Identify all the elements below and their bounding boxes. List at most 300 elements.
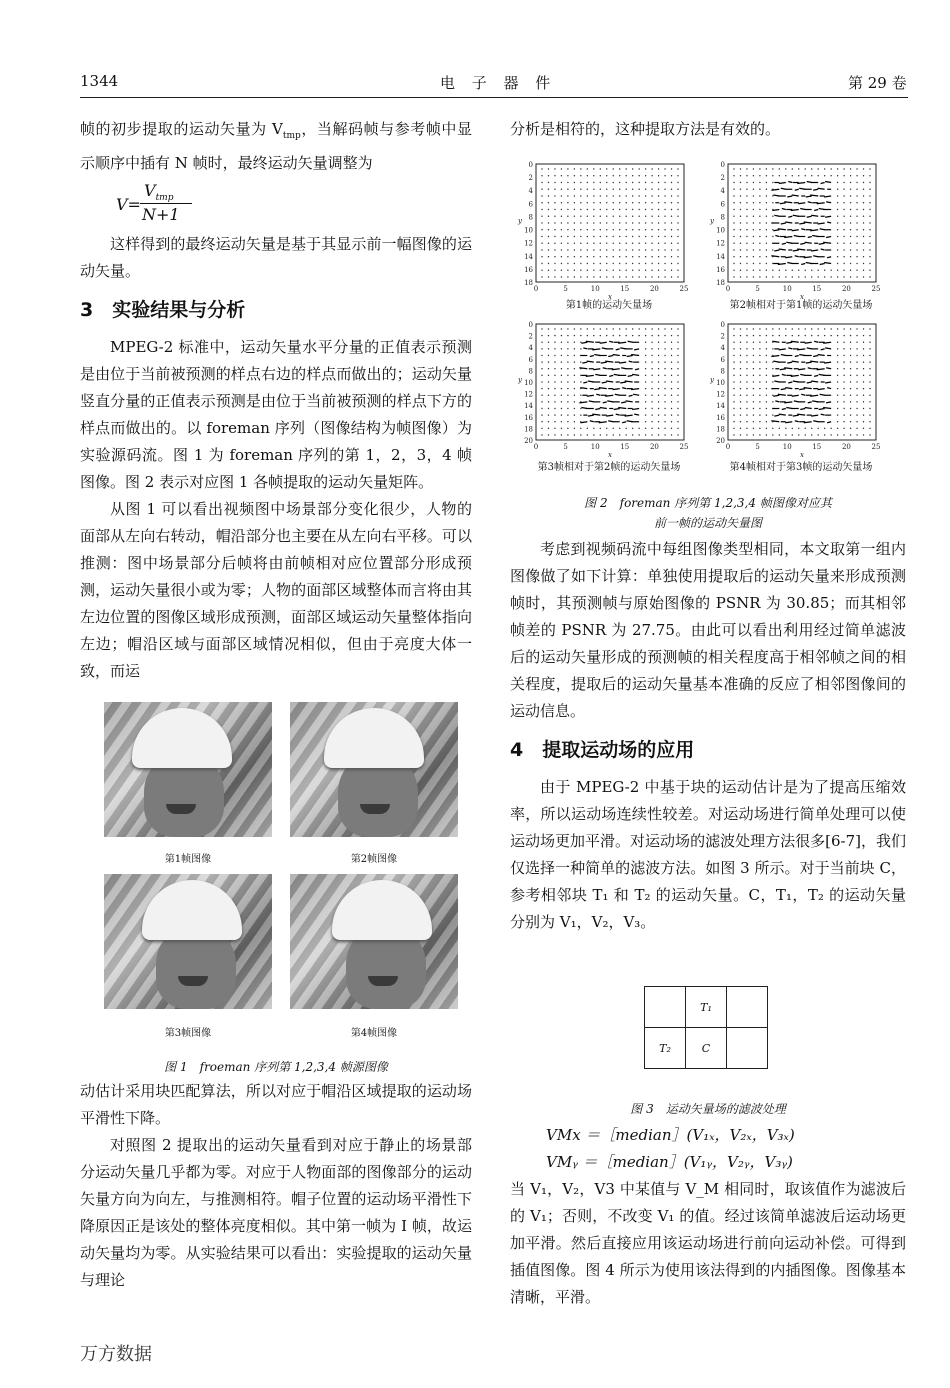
motion-vector-dot xyxy=(664,182,665,183)
motion-vector-arrow xyxy=(627,356,633,357)
motion-vector-dot xyxy=(606,216,607,217)
motion-vector-dot xyxy=(779,335,780,336)
motion-vector-dot xyxy=(850,256,851,257)
motion-vector-dot xyxy=(554,414,555,415)
motion-vector-dot xyxy=(664,395,665,396)
motion-vector-dot xyxy=(733,270,734,271)
motion-vector-dot xyxy=(785,328,786,329)
motion-vector-dot xyxy=(856,216,857,217)
motion-vector-dot xyxy=(766,168,767,169)
motion-vector-arrow xyxy=(782,409,786,410)
motion-vector-dot xyxy=(677,195,678,196)
motion-vector-dot xyxy=(606,335,607,336)
motion-vector-dot xyxy=(671,388,672,389)
fig3-caption: 图 3 运动矢量场的滤波处理 xyxy=(630,1102,786,1116)
motion-vector-dot xyxy=(766,348,767,349)
motion-vector-dot xyxy=(785,434,786,435)
motion-vector-dot xyxy=(850,168,851,169)
motion-vector-dot xyxy=(658,361,659,362)
motion-vector-dot xyxy=(664,175,665,176)
motion-vector-dot xyxy=(837,401,838,402)
motion-vector-dot xyxy=(567,263,568,264)
motion-vector-dot xyxy=(766,189,767,190)
motion-vector-arrow xyxy=(792,361,799,362)
motion-vector-dot xyxy=(850,209,851,210)
motion-vector-dot xyxy=(805,276,806,277)
watermark: 万方数据 xyxy=(80,1344,152,1365)
motion-vector-dot xyxy=(580,428,581,429)
motion-vector-dot xyxy=(645,361,646,362)
motion-vector-dot xyxy=(856,249,857,250)
y-tick-label: 10 xyxy=(716,379,725,387)
motion-vector-dot xyxy=(830,428,831,429)
motion-vector-dot xyxy=(753,229,754,230)
motion-vector-arrow xyxy=(635,369,639,370)
motion-vector-dot xyxy=(746,434,747,435)
motion-vector-dot xyxy=(574,175,575,176)
motion-vector-dot xyxy=(606,270,607,271)
motion-vector-dot xyxy=(798,175,799,176)
motion-vector-dot xyxy=(587,434,588,435)
motion-vector-dot xyxy=(733,421,734,422)
motion-vector-dot xyxy=(766,216,767,217)
motion-vector-dot xyxy=(645,335,646,336)
motion-vector-dot xyxy=(753,263,754,264)
motion-vector-dot xyxy=(554,249,555,250)
motion-vector-arrow xyxy=(819,409,825,410)
motion-vector-dot xyxy=(785,276,786,277)
motion-vector-arrow xyxy=(588,415,594,416)
motion-vector-dot xyxy=(541,202,542,203)
motion-vector-dot xyxy=(651,270,652,271)
motion-vector-dot xyxy=(677,401,678,402)
motion-vector-arrow xyxy=(821,249,825,250)
motion-vector-arrow xyxy=(792,195,799,196)
motion-vector-dot xyxy=(824,428,825,429)
motion-vector-dot xyxy=(759,388,760,389)
motion-vector-dot xyxy=(671,256,672,257)
motion-vector-dot xyxy=(632,222,633,223)
motion-vector-dot xyxy=(625,428,626,429)
motion-vector-dot xyxy=(580,276,581,277)
motion-vector-dot xyxy=(561,395,562,396)
motion-vector-dot xyxy=(740,249,741,250)
motion-vector-dot xyxy=(632,209,633,210)
motion-vector-dot xyxy=(772,328,773,329)
motion-vector-dot xyxy=(740,202,741,203)
motion-vector-dot xyxy=(561,342,562,343)
motion-vector-dot xyxy=(837,195,838,196)
motion-vector-dot xyxy=(587,249,588,250)
motion-vector-dot xyxy=(574,414,575,415)
motion-vector-dot xyxy=(567,256,568,257)
motion-vector-dot xyxy=(856,401,857,402)
motion-vector-dot xyxy=(613,189,614,190)
y-tick-label: 16 xyxy=(524,413,533,422)
motion-vector-dot xyxy=(753,395,754,396)
motion-vector-dot xyxy=(574,335,575,336)
motion-vector-dot xyxy=(792,270,793,271)
motion-vector-dot xyxy=(638,182,639,183)
motion-vector-arrow xyxy=(787,196,792,197)
motion-vector-dot xyxy=(561,243,562,244)
motion-vector-dot xyxy=(567,401,568,402)
motion-vector-dot xyxy=(753,355,754,356)
motion-vector-dot xyxy=(664,270,665,271)
motion-vector-dot xyxy=(753,189,754,190)
motion-vector-dot xyxy=(677,355,678,356)
motion-vector-dot xyxy=(850,375,851,376)
motion-vector-dot xyxy=(548,243,549,244)
motion-vector-dot xyxy=(850,328,851,329)
motion-vector-dot xyxy=(677,414,678,415)
motion-vector-dot xyxy=(733,408,734,409)
motion-vector-dot xyxy=(561,375,562,376)
motion-vector-dot xyxy=(606,195,607,196)
motion-vector-dot xyxy=(658,421,659,422)
motion-vector-dot xyxy=(772,428,773,429)
motion-vector-dot xyxy=(785,335,786,336)
motion-vector-dot xyxy=(658,342,659,343)
motion-vector-dot xyxy=(651,355,652,356)
motion-vector-dot xyxy=(798,335,799,336)
motion-vector-dot xyxy=(759,414,760,415)
motion-vector-dot xyxy=(863,335,864,336)
motion-vector-dot xyxy=(574,229,575,230)
motion-vector-dot xyxy=(869,195,870,196)
motion-vector-dot xyxy=(850,368,851,369)
motion-vector-dot xyxy=(746,189,747,190)
motion-vector-dot xyxy=(733,243,734,244)
motion-vector-dot xyxy=(779,276,780,277)
motion-vector-dot xyxy=(759,428,760,429)
motion-vector-dot xyxy=(740,375,741,376)
motion-vector-dot xyxy=(587,256,588,257)
motion-vector-dot xyxy=(740,209,741,210)
motion-vector-dot xyxy=(785,270,786,271)
motion-vector-dot xyxy=(645,328,646,329)
motion-vector-dot xyxy=(548,375,549,376)
motion-vector-dot xyxy=(541,249,542,250)
motion-vector-arrow xyxy=(581,342,587,343)
motion-vector-dot xyxy=(664,368,665,369)
motion-vector-arrow xyxy=(826,402,831,403)
fig1-frame-1-image xyxy=(104,702,272,837)
motion-vector-arrow xyxy=(606,415,613,416)
motion-vector-dot xyxy=(843,342,844,343)
motion-vector-dot xyxy=(580,263,581,264)
motion-vector-arrow xyxy=(628,375,633,376)
motion-vector-dot xyxy=(645,256,646,257)
motion-vector-dot xyxy=(541,342,542,343)
motion-vector-arrow xyxy=(825,382,831,383)
motion-vector-dot xyxy=(632,202,633,203)
motion-vector-dot xyxy=(798,270,799,271)
motion-vector-dot xyxy=(863,209,864,210)
motion-vector-dot xyxy=(541,361,542,362)
motion-vector-dot xyxy=(811,428,812,429)
motion-vector-dot xyxy=(830,270,831,271)
motion-vector-dot xyxy=(824,434,825,435)
motion-vector-dot xyxy=(863,182,864,183)
motion-vector-dot xyxy=(554,270,555,271)
motion-vector-dot xyxy=(619,270,620,271)
motion-vector-dot xyxy=(645,182,646,183)
motion-vector-arrow xyxy=(827,422,831,423)
motion-vector-dot xyxy=(625,195,626,196)
motion-vector-dot xyxy=(766,395,767,396)
motion-vector-dot xyxy=(677,189,678,190)
motion-vector-dot xyxy=(651,408,652,409)
motion-vector-dot xyxy=(548,328,549,329)
motion-vector-dot xyxy=(759,375,760,376)
motion-vector-dot xyxy=(766,414,767,415)
motion-vector-dot xyxy=(677,388,678,389)
motion-vector-dot xyxy=(651,168,652,169)
motion-vector-dot xyxy=(733,361,734,362)
motion-vector-dot xyxy=(593,236,594,237)
motion-vector-dot xyxy=(580,335,581,336)
motion-vector-dot xyxy=(613,182,614,183)
left-paragraph-5: 动估计采用块匹配算法，所以对应于帽沿区域提取的运动场平滑性下降。 xyxy=(80,1082,472,1127)
motion-vector-dot xyxy=(658,348,659,349)
motion-vector-arrow xyxy=(795,189,799,190)
motion-vector-dot xyxy=(753,276,754,277)
motion-vector-dot xyxy=(863,229,864,230)
motion-vector-dot xyxy=(574,263,575,264)
motion-vector-dot xyxy=(567,381,568,382)
motion-vector-dot xyxy=(638,195,639,196)
motion-vector-dot xyxy=(863,434,864,435)
motion-vector-dot xyxy=(746,375,747,376)
motion-vector-dot xyxy=(766,375,767,376)
motion-vector-dot xyxy=(746,335,747,336)
motion-vector-dot xyxy=(759,243,760,244)
motion-vector-dot xyxy=(645,395,646,396)
motion-vector-dot xyxy=(645,229,646,230)
motion-vector-dot xyxy=(856,355,857,356)
motion-vector-dot xyxy=(664,222,665,223)
x-tick-label: 5 xyxy=(755,285,760,293)
motion-vector-dot xyxy=(863,421,864,422)
motion-vector-dot xyxy=(740,335,741,336)
motion-vector-arrow xyxy=(826,202,831,203)
left-column-lower xyxy=(80,1078,472,1294)
motion-vector-dot xyxy=(792,428,793,429)
motion-vector-dot xyxy=(677,236,678,237)
motion-vector-arrow xyxy=(807,348,812,349)
motion-vector-dot xyxy=(651,209,652,210)
motion-vector-dot xyxy=(759,202,760,203)
motion-vector-dot xyxy=(837,249,838,250)
motion-vector-dot xyxy=(600,202,601,203)
motion-vector-dot xyxy=(664,375,665,376)
motion-vector-dot xyxy=(664,388,665,389)
motion-vector-arrow xyxy=(606,381,613,382)
motion-vector-arrow xyxy=(622,388,626,389)
motion-vector-dot xyxy=(651,236,652,237)
motion-vector-dot xyxy=(554,401,555,402)
motion-vector-dot xyxy=(567,421,568,422)
motion-vector-dot xyxy=(856,209,857,210)
motion-vector-dot xyxy=(574,368,575,369)
fig1-label-3: 第3帧图像 xyxy=(164,1028,212,1039)
motion-vector-dot xyxy=(548,168,549,169)
motion-vector-dot xyxy=(554,202,555,203)
motion-vector-dot xyxy=(593,216,594,217)
motion-vector-dot xyxy=(632,168,633,169)
motion-vector-dot xyxy=(856,428,857,429)
motion-vector-dot xyxy=(850,263,851,264)
motion-vector-dot xyxy=(863,428,864,429)
motion-vector-dot xyxy=(863,342,864,343)
motion-vector-dot xyxy=(587,328,588,329)
motion-vector-dot xyxy=(593,168,594,169)
motion-vector-arrow xyxy=(779,349,786,350)
formula-block: V= $V_{tmp}$ N+1 xyxy=(80,177,472,231)
y-tick-label: 2 xyxy=(720,332,725,341)
motion-vector-dot xyxy=(619,249,620,250)
x-tick-label: 20 xyxy=(649,443,659,451)
y-tick-label: 20 xyxy=(716,437,725,445)
motion-vector-dot xyxy=(671,414,672,415)
motion-vector-dot xyxy=(759,249,760,250)
y-tick-label: 0 xyxy=(528,161,533,169)
motion-vector-dot xyxy=(613,195,614,196)
motion-vector-dot xyxy=(863,216,864,217)
motion-vector-dot xyxy=(541,414,542,415)
motion-vector-arrow xyxy=(774,415,779,416)
motion-vector-arrow xyxy=(824,263,831,264)
motion-vector-dot xyxy=(671,182,672,183)
y-tick-label: 8 xyxy=(720,367,725,376)
motion-vector-dot xyxy=(561,249,562,250)
motion-vector-dot xyxy=(850,202,851,203)
motion-vector-dot xyxy=(632,335,633,336)
motion-vector-dot xyxy=(541,395,542,396)
motion-vector-dot xyxy=(587,276,588,277)
y-tick-label: 2 xyxy=(528,332,533,341)
motion-vector-dot xyxy=(779,434,780,435)
motion-vector-dot xyxy=(613,428,614,429)
motion-vector-arrow xyxy=(785,422,792,423)
motion-vector-dot xyxy=(671,263,672,264)
motion-vector-dot xyxy=(619,263,620,264)
right-paragraph-3: 由于 MPEG-2 中基于块的运动估计是为了提高压缩效率，所以运动场连续性较差。对运动场进行简单处理可以使运动场更加平滑。对运动场的滤波处理方法很多[6-7]，我们仅选择一种简单的滤波方法。如图 3 所示。对于当前块 C，参考相邻块 T₁ 和 T₂ 的运动矢量。C，T₁，T₂ 的运动矢量分别为 V₁，V₂，V₃。 xyxy=(510,778,906,931)
x-tick-label: 5 xyxy=(755,443,760,451)
motion-vector-dot xyxy=(766,388,767,389)
motion-vector-arrow xyxy=(820,229,825,230)
motion-vector-dot xyxy=(740,355,741,356)
motion-vector-dot xyxy=(625,256,626,257)
motion-vector-dot xyxy=(753,168,754,169)
motion-vector-dot xyxy=(856,168,857,169)
motion-vector-dot xyxy=(677,395,678,396)
motion-vector-dot xyxy=(574,428,575,429)
motion-vector-dot xyxy=(548,236,549,237)
motion-vector-dot xyxy=(811,328,812,329)
fig1-label-4: 第4帧图像 xyxy=(350,1028,398,1039)
motion-vector-dot xyxy=(863,381,864,382)
motion-vector-dot xyxy=(580,209,581,210)
motion-vector-dot xyxy=(759,348,760,349)
motion-vector-dot xyxy=(671,270,672,271)
motion-vector-dot xyxy=(837,395,838,396)
motion-vector-dot xyxy=(671,229,672,230)
motion-vector-dot xyxy=(843,348,844,349)
motion-vector-dot xyxy=(766,355,767,356)
motion-vector-dot xyxy=(574,276,575,277)
motion-vector-dot xyxy=(638,236,639,237)
motion-vector-dot xyxy=(625,328,626,329)
motion-vector-dot xyxy=(554,168,555,169)
motion-vector-arrow xyxy=(634,414,639,415)
motion-vector-dot xyxy=(574,209,575,210)
motion-vector-dot xyxy=(606,256,607,257)
motion-vector-arrow xyxy=(813,256,818,257)
motion-vector-dot xyxy=(824,175,825,176)
motion-vector-dot xyxy=(733,263,734,264)
header-rule xyxy=(80,97,908,98)
motion-vector-dot xyxy=(567,342,568,343)
motion-vector-dot xyxy=(619,222,620,223)
motion-vector-dot xyxy=(580,243,581,244)
motion-vector-dot xyxy=(843,236,844,237)
motion-vector-dot xyxy=(632,249,633,250)
motion-vector-dot xyxy=(638,175,639,176)
motion-vector-dot xyxy=(733,189,734,190)
motion-vector-dot xyxy=(740,421,741,422)
motion-vector-dot xyxy=(619,202,620,203)
motion-vector-dot xyxy=(664,195,665,196)
motion-vector-dot xyxy=(671,395,672,396)
motion-vector-dot xyxy=(811,175,812,176)
motion-vector-dot xyxy=(638,209,639,210)
motion-vector-dot xyxy=(632,236,633,237)
motion-vector-dot xyxy=(671,195,672,196)
motion-vector-dot xyxy=(541,189,542,190)
motion-vector-dot xyxy=(843,428,844,429)
motion-vector-arrow xyxy=(774,250,779,251)
motion-vector-dot xyxy=(613,256,614,257)
motion-vector-dot xyxy=(869,335,870,336)
motion-vector-arrow xyxy=(808,202,812,203)
motion-vector-dot xyxy=(561,216,562,217)
motion-vector-dot xyxy=(645,434,646,435)
y-tick-label: 2 xyxy=(528,174,533,183)
fig1-frame-3-image xyxy=(104,874,272,1009)
motion-vector-arrow xyxy=(788,182,792,183)
motion-vector-dot xyxy=(593,263,594,264)
motion-vector-dot xyxy=(837,388,838,389)
motion-vector-dot xyxy=(658,195,659,196)
motion-vector-arrow xyxy=(808,402,812,403)
motion-vector-dot xyxy=(606,209,607,210)
motion-vector-dot xyxy=(600,256,601,257)
motion-vector-dot xyxy=(863,168,864,169)
motion-vector-dot xyxy=(856,328,857,329)
motion-vector-dot xyxy=(759,328,760,329)
motion-vector-dot xyxy=(593,335,594,336)
motion-vector-dot xyxy=(600,328,601,329)
motion-vector-dot xyxy=(541,175,542,176)
motion-vector-dot xyxy=(837,168,838,169)
motion-vector-arrow xyxy=(603,368,607,369)
motion-vector-dot xyxy=(600,270,601,271)
motion-vector-arrow xyxy=(779,414,786,415)
motion-vector-dot xyxy=(869,348,870,349)
motion-vector-dot xyxy=(843,414,844,415)
